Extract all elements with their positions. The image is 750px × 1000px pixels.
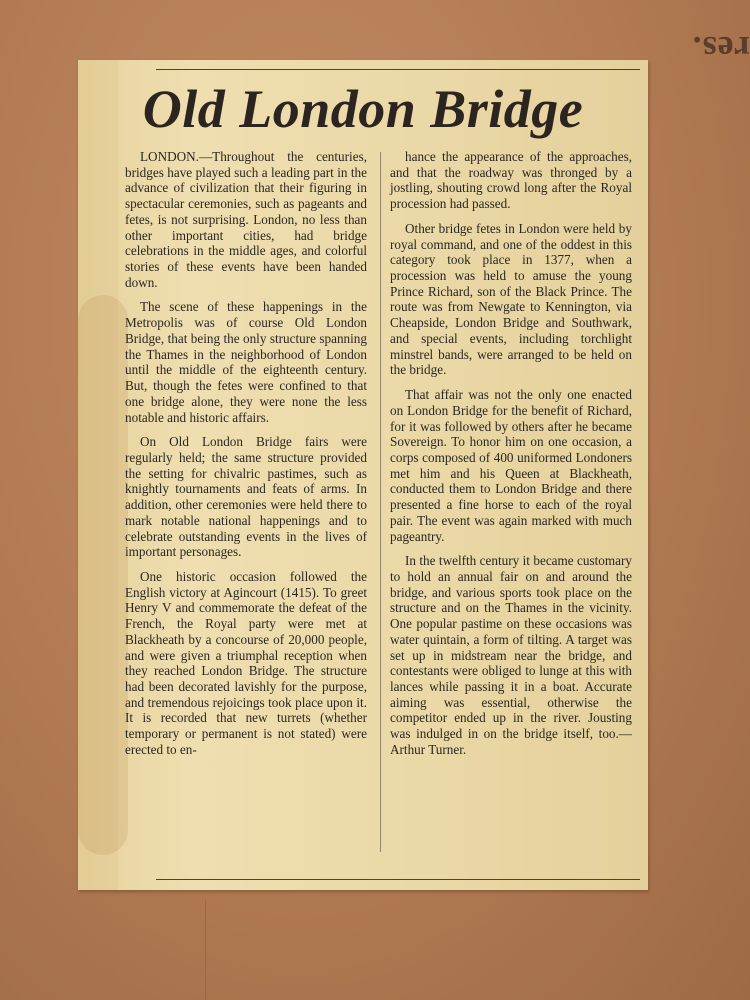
paragraph: LONDON.—Throughout the centuries, bridges have played such a leading part in the advance of civilization that their figuring in spectacular ceremonies, such as pageants and fetes, is not surprising. London, no less than other important cities, had bridge celebrations in the middle ages, and colorful stories of these events have been handed down. [125,149,367,290]
paragraph: That affair was not the only one enacted on London Bridge for the benefit of Richard, for it was followed by others after he became Sovereign. To honor him on one occasion, a corps composed of 400 uniformed Londoners met him and his Queen at Blackheath, conducted them to London Bridge and there presented a fine horse to each of the royal pair. The event was again marked with much pageantry. [390,387,632,544]
paragraph: Other bridge fetes in London were held by royal command, and one of the oddest in this category took place in 1377, when a procession was held to amuse the young Prince Richard, son of the Black Prince. The route was from Newgate to Kennington, via Cheapside, London Bridge and Southwark, and special events, including torchlight minstrel bands, were arranged to be held on the bridge. [390,220,632,378]
headline: Old London Bridge [142,79,584,139]
left-column [125,149,367,767]
bottom-rule [156,879,640,880]
board-handwriting: res. [691,29,750,69]
paragraph: In the twelfth century it became customary to hold an annual fair on and around the bridge, and various sports took place on the structure and on the Thames in the vicinity. One popular pastime on these occasions was water quintain, a form of tilting. A target was set up in midstream near the bridge, and contestants were obliged to lunge at this with lances while passing it in a boat. Accurate aiming was essential, otherwise the competitor ended up in the river. Jousting was indulged in on the bridge itself, too.—Arthur Turner. [390,553,632,757]
paragraph: hance the appearance of the approaches, and that the roadway was thronged by a jostling, shouting crowd long after the Royal procession had passed. [390,149,632,212]
newspaper-clipping [78,60,648,890]
right-column [390,149,632,767]
paragraph: The scene of these happenings in the Metropolis was of course Old London Bridge, that being the only structure spanning the Thames in the neighborhood of London until the middle of the eighteenth century. But, though the fetes were confined to that one bridge alone, they were none the less notable and historic affairs. [125,299,367,425]
paper-stain [78,295,128,855]
paragraph: One historic occasion followed the English victory at Agincourt (1415). To greet Henry V and commemorate the defeat of the French, the Royal party were met at Blackheath by a concourse of 20,000 people, and were given a triumphal reception when they reached London Bridge. The structure had been decorated lavishly for the purpose, and tremendous rejoicings took place upon it. It is recorded that new turrets (whether temporary or permanent is not stated) were erected to en- [125,568,367,757]
column-divider [380,152,381,852]
paragraph: On Old London Bridge fairs were regularly held; the same structure provided the setting for chivalric pastimes, such as knightly tournaments and feats of arms. In addition, other ceremonies were held there to mark notable national happenings and to celebrate outstanding events in the lives of important personages. [125,434,367,560]
top-rule [156,69,640,70]
board-seam [205,900,206,1000]
